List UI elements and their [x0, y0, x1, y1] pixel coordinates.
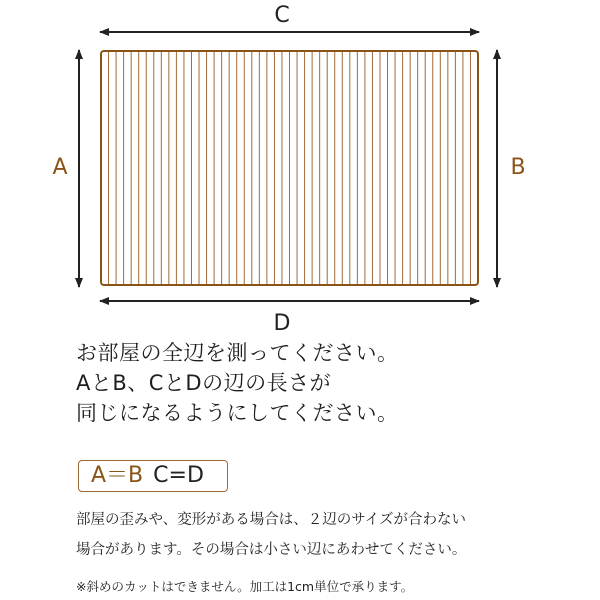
footnote: ※斜めのカットはできません。加工は1cm単位で承ります。 [76, 579, 414, 594]
label-b: B [510, 155, 526, 180]
label-d: D [273, 311, 291, 336]
formula-cd: C=D [153, 463, 204, 488]
note-line-2: 場合があります。その場合は小さい辺にあわせてください。 [76, 542, 467, 558]
label-c: C [274, 3, 290, 28]
formula-box [78, 460, 228, 492]
note-line-1: 部屋の歪みや、変形がある場合は、２辺のサイズが合わない [76, 512, 467, 528]
formula-ab: A＝B [91, 463, 144, 488]
instruction-line-2: AとB、CとDの辺の長さが [76, 371, 332, 395]
instruction-line-1: お部屋の全辺を測ってください。 [76, 341, 399, 365]
label-a: A [52, 155, 68, 180]
instruction-line-3: 同じになるようにしてください。 [76, 401, 399, 425]
